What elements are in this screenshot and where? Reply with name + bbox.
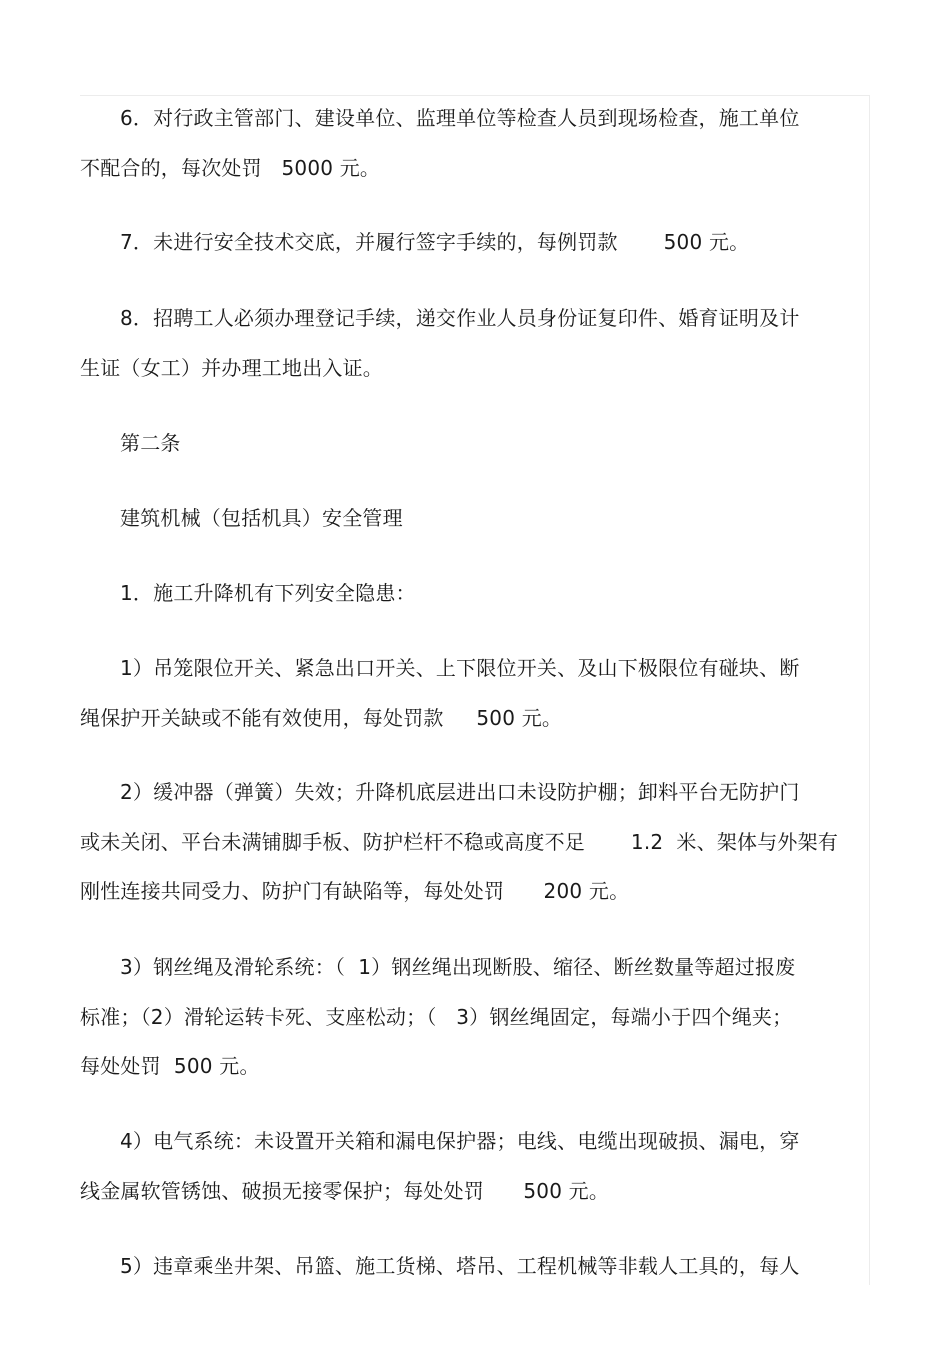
item-1-1-line-2: 绳保护开关缺或不能有效使用，每处罚款 500 元。 — [80, 706, 563, 730]
item-1-heading: 1．施工升降机有下列安全隐患： — [120, 581, 416, 605]
section-subtitle: 建筑机械（包括机具）安全管理 — [120, 506, 403, 530]
item-1-3-line-1: 3）钢丝绳及滑轮系统：（ 1）钢丝绳出现断股、缩径、断丝数量等超过报废 — [120, 955, 796, 979]
item-1-1-line-1: 1）吊笼限位开关、紧急出口开关、上下限位开关、及山下极限位有碰块、断 — [120, 656, 800, 680]
document-page — [80, 0, 870, 1345]
item-1-5-line-1: 5）违章乘坐井架、吊篮、施工货梯、塔吊、工程机械等非载人工具的，每人 — [120, 1254, 800, 1278]
item-1-4-line-2: 线金属软管锈蚀、破损无接零保护；每处处罚 500 元。 — [80, 1179, 610, 1203]
item-1-2-line-1: 2）缓冲器（弹簧）失效；升降机底层进出口未设防护棚；卸料平台无防护门 — [120, 780, 800, 804]
paragraph-8-line-2: 生证（女工）并办理工地出入证。 — [80, 356, 383, 380]
item-1-2-line-3: 刚性连接共同受力、防护门有缺陷等，每处处罚 200 元。 — [80, 879, 630, 903]
paragraph-7: 7．未进行安全技术交底，并履行签字手续的，每例罚款 500 元。 — [120, 230, 750, 254]
item-1-3-line-3: 每处处罚 500 元。 — [80, 1054, 260, 1078]
paragraph-8-line-1: 8．招聘工人必须办理登记手续，递交作业人员身份证复印件、婚育证明及计 — [120, 306, 800, 330]
section-heading-article-2: 第二条 — [120, 431, 181, 455]
item-1-3-line-2: 标准；（2）滑轮运转卡死、支座松动；（ 3）钢丝绳固定，每端小于四个绳夹； — [80, 1005, 793, 1029]
paragraph-6-line-1: 6．对行政主管部门、建设单位、监理单位等检查人员到现场检查，施工单位 — [120, 106, 800, 130]
item-1-2-line-2: 或未关闭、平台未满铺脚手板、防护栏杆不稳或高度不足 1.2 米、架体与外架有 — [80, 830, 839, 854]
item-1-4-line-1: 4）电气系统：未设置开关箱和漏电保护器；电线、电缆出现破损、漏电，穿 — [120, 1129, 800, 1153]
paragraph-6-line-2: 不配合的，每次处罚 5000 元。 — [80, 156, 381, 180]
